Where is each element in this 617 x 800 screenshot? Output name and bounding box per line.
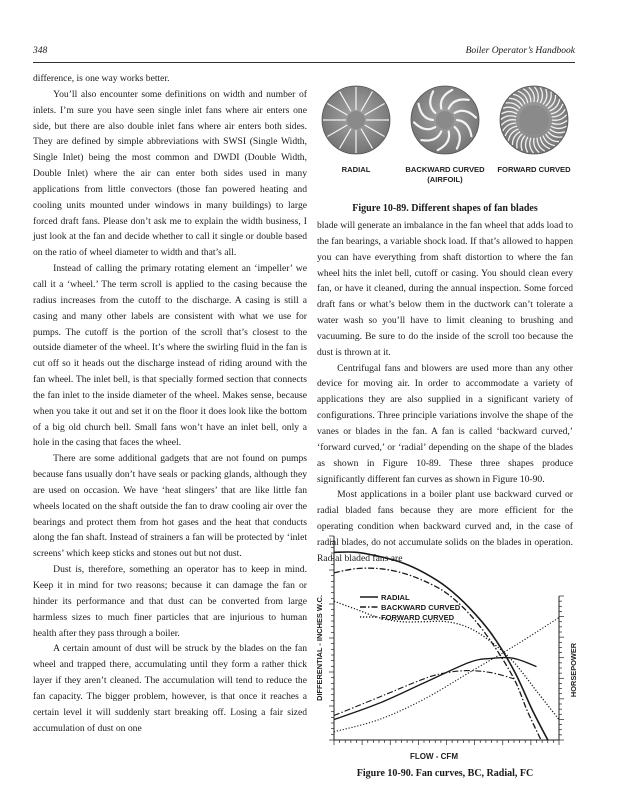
paragraph: blade will generate an imbalance in the fan wheel that adds load to the fan bearings, a variable shock load. If that’s allowed to happen you can have everything from shaft distortion to where the fan wheel hits the inlet bell, cutoff or casing. You should clean every fan, or have it cleaned, during the annual inspection. Some forced draft fans or what’s below them in the ductwork can’t tolerate a water wash so you’ll have to limit cleaning to brushing and vacuuming. Be sure to do the inside of the scroll too because the dust is thrown at it. [317,220,573,358]
paragraph: There are some additional gadgets that are not found on pumps because fans usually don’t have seals or packing glands, although they are used on occasion. We have ‘heat slingers’ that are like little fan wheels located on the shaft outside the fan to draw cooling air over the bearings and protect them from hot gases and the heat that conducts along the fan shaft. Instead of strainers a fan will be protected by ‘inlet screens’ which keep sticks and stones out but not dust. [33,453,307,560]
legend-label: FORWARD CURVED [381,613,455,622]
right-y-axis-label: HORSEPOWER [569,642,578,698]
legend-label: BACKWARD CURVED [381,603,461,612]
backward-curved-wheel [411,86,479,154]
paragraph: A certain amount of dust will be struck by the blades on the fan wheel and trapped there, accumulating until they form a rather thick layer if they aren’t cleaned. The accumulation will tend to reduce the fan capacity. The bigger problem, however, is that once it reaches a certain level it will suddenly start breaking off. Losing a fair sized accumulation of dust on one [33,643,307,734]
airfoil-label: (AIRFOIL) [427,175,463,184]
right-column [317,218,573,567]
backward-curved-pressure-curve [334,568,541,740]
page-number: 348 [33,46,48,56]
radial-pressure-curve [334,552,548,740]
fan-blade-shapes-figure [314,84,576,192]
radial-label: RADIAL [341,165,371,174]
forward-curved-horsepower-curve [334,618,559,732]
paragraph: Dust is, therefore, something an operator has to keep in mind. Keep it in mind for two reasons; because it can damage the fan or hinder its performance and that dust can be converted from large harmless sizes to much finer particles that are injurious to human health after they pass through a boiler. [33,564,307,639]
header-rule [33,62,575,63]
paragraph: You’ll also encounter some definitions on width and number of inlets. I’m sure you have seen single inlet fans where air enters one side, but there are also double inlet fans where air enters both sides. They are defined by simple abbreviations with SWSI (Single Width, Single Inlet) being the most common and DWDI (Double Width, Double Inlet) where the air can enter both sides used in many applications from little convectors (those fan powered heating and cooling units mounted under windows in many buildings) to large forced draft fans. Please don’t ask me to explain the width business, I just look at the fan and decide whether to call it single or double based on the ratio of wheel diameter to width and that’s all. [33,88,307,259]
paragraph: Centrifugal fans and blowers are used more than any other device for moving air. In order to accommodate a variety of applications they are also supplied in a significant variety of configurations. Three principle variations involve the shape of the vanes or blades in the fan. A fan is called ‘backward curved,’ ‘forward curved,’ or ‘radial’ depending on the shape of the blades as shown in Figure 10-89. These three shapes produce significantly different fan curves as shown in Figure 10-90. [317,362,573,485]
legend-label: RADIAL [381,593,410,602]
forward-curved-wheel [500,86,568,154]
x-axis-label: FLOW - CFM [410,752,458,761]
radial-wheel [322,86,390,154]
paragraph: difference, is one way works better. [33,73,170,84]
paragraph: Most applications in a boiler plant use backward curved or radial bladed fans because they are more efficient for the operating condition when backward curved and, in the case of radial blades, do not accumulate solids on the blades in operation. Radial bladed fans are [317,489,573,564]
left-column [33,71,307,736]
fan-curves-chart [312,530,582,765]
paragraph: Instead of calling the primary rotating element an ‘impeller’ we call it a ‘wheel.’ The term scroll is applied to the casing because the radius increases from the cutoff to the discharge. A casing is still a casing and many other labels are consistent with what we use for pumps. The cutoff is the portion of the scroll that’s closest to the outside diameter of the wheel. It’s where the swirling fluid in the fan is cut off so it heads out the discharge instead of riding around with the fan wheel. The inlet bell, is that specially formed section that connects the fan inlet to the inside diameter of the wheel. Makes sense, because when you take it out and set it on the floor it does look like the bottom of a big old church bell. Small fans won’t have an inlet bell, only a hole in the casing that faces the wheel. [33,263,307,449]
radial-horsepower-curve [334,658,537,720]
figure-89-caption: Figure 10-89. Different shapes of fan blades [352,203,538,214]
figure-90-caption: Figure 10-90. Fan curves, BC, Radial, FC [356,768,534,779]
backward-curved-horsepower-curve [334,671,514,716]
forward-curved-label: FORWARD CURVED [497,165,571,174]
running-header [33,46,575,60]
book-title: Boiler Operator’s Handbook [465,46,575,56]
left-y-axis-label: DIFFERENTIAL - INCHES W.C. [315,595,324,701]
backward-curved-label: BACKWARD CURVED [405,165,485,174]
